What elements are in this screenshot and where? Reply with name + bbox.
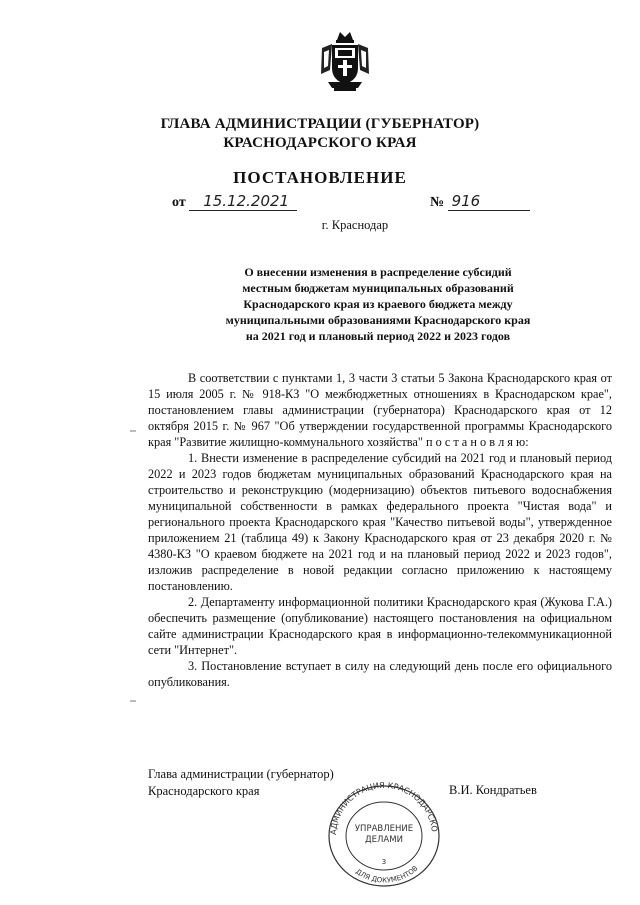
coat-of-arms-icon bbox=[318, 30, 372, 92]
number-line bbox=[430, 192, 530, 211]
date-value: 15.12.2021 bbox=[189, 192, 297, 211]
number-value: 916 bbox=[448, 192, 530, 211]
official-stamp-icon bbox=[322, 778, 446, 890]
issuer-title-line1: ГЛАВА АДМИНИСТРАЦИИ (ГУБЕРНАТОР) bbox=[160, 116, 480, 132]
subject-heading bbox=[218, 264, 538, 344]
signatory-title-line1: Глава администрации (губернатор) bbox=[148, 767, 334, 781]
number-prefix: № bbox=[430, 195, 445, 210]
subject-line: местным бюджетам муниципальных образований bbox=[242, 281, 514, 295]
signatory-title bbox=[148, 766, 334, 800]
document-body bbox=[148, 370, 612, 690]
svg-text:ДЛЯ ДОКУМЕНТОВ: ДЛЯ ДОКУМЕНТОВ bbox=[354, 864, 420, 885]
margin-mark bbox=[130, 700, 136, 702]
issuer-title-line2: КРАСНОДАРСКОГО КРАЯ bbox=[223, 135, 417, 151]
city: г. Краснодар bbox=[321, 218, 389, 232]
preamble-paragraph: В соответствии с пунктами 1, 3 части 3 статьи 5 Закона Краснодарского края от 15 июля 2005 г. № 918-КЗ "О межбюджетных отношениях в Краснодарском крае", постановлением главы администрации (губернатора) Краснодарского края от 12 октября 2015 г. № 967 "Об утверждении государственной программы Краснодарского края "Развитие жилищно-коммунального хозяйства" п о с т а н о в л я ю: bbox=[148, 371, 612, 449]
subject-line: на 2021 год и плановый период 2022 и 2023 годов bbox=[245, 329, 511, 343]
signatory-title-line2: Краснодарского края bbox=[148, 784, 260, 798]
signatory-name: В.И. Кондратьев bbox=[449, 783, 537, 797]
stamp-number: 3 bbox=[381, 858, 387, 866]
clause-1-paragraph: 1. Внести изменение в распределение субсидий на 2021 год и плановый период 2022 и 2023 годов бюджетам муниципальных образований Краснодарского края на строительство и реконструкцию (модернизацию) объектов питьевого водоснабжения муниципальной собственности в рамках федерального проекта "Чистая вода" и регионального проекта Краснодарского края "Качество питьевой воды", утвержденное приложением 21 (таблица 49) к Закону Краснодарского края от 23 декабря 2020 г. № 4380-КЗ "О краевом бюджете на 2021 год и на плановый период 2022 и 2023 годов", изложив распределение в новой редакции согласно приложению к настоящему постановлению. bbox=[148, 451, 612, 593]
date-prefix: от bbox=[172, 195, 186, 210]
clause-2-paragraph: 2. Департаменту информационной политики Краснодарского края (Жукова Г.А.) обеспечить размещение (опубликование) настоящего постановления на официальном сайте администрации Краснодарского края в информационно-телекоммуникационной сети "Интернет". bbox=[148, 595, 612, 657]
clause-3-paragraph: 3. Постановление вступает в силу на следующий день после его официального опубликования. bbox=[148, 659, 612, 689]
document-type: ПОСТАНОВЛЕНИЕ bbox=[233, 168, 407, 187]
stamp-center-line1: УПРАВЛЕНИЕ bbox=[354, 824, 414, 834]
stamp-center-line2: ДЕЛАМИ bbox=[365, 835, 403, 845]
margin-mark bbox=[130, 430, 136, 432]
svg-text:АДМИНИСТРАЦИЯ КРАСНОДАРСКОГО К: АДМИНИСТРАЦИЯ КРАСНОДАРСКО bbox=[328, 780, 439, 836]
date-line bbox=[172, 192, 297, 211]
subject-line: муниципальными образованиями Краснодарского края bbox=[225, 313, 531, 327]
subject-line: О внесении изменения в распределение субсидий bbox=[244, 265, 512, 279]
subject-line: Краснодарского края из краевого бюджета между bbox=[243, 297, 513, 311]
